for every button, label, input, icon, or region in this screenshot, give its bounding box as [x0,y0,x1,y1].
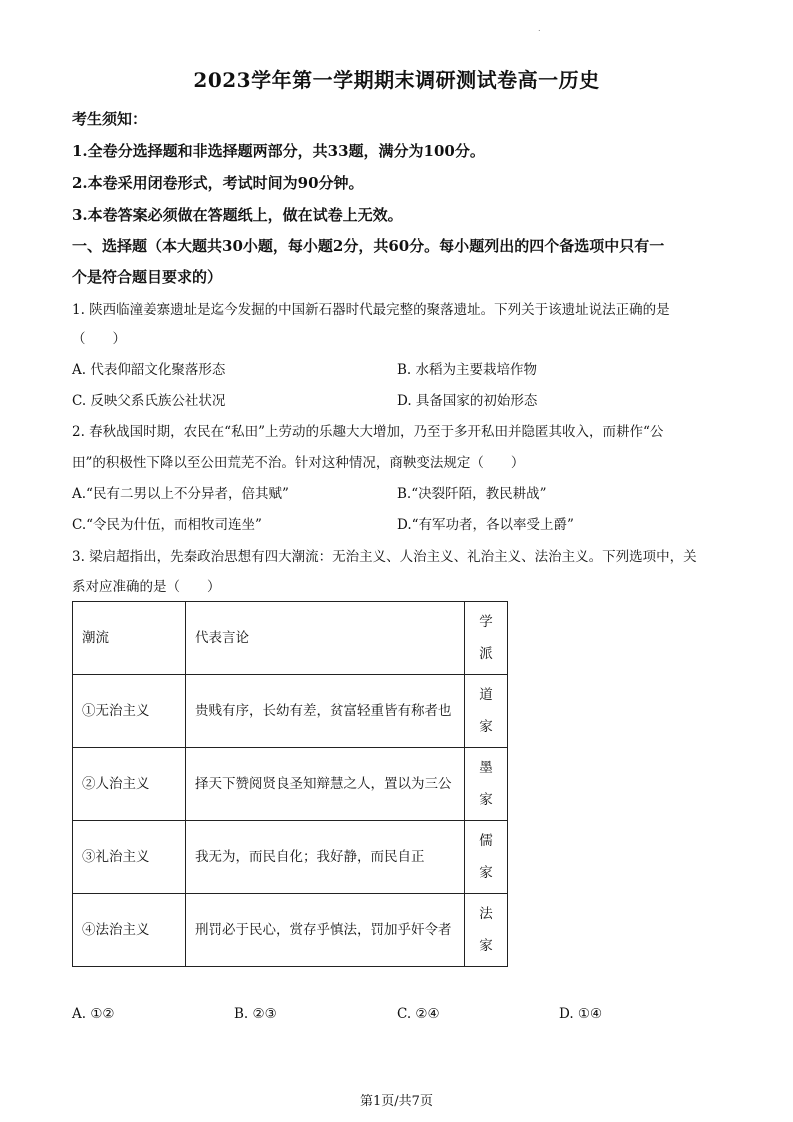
q2-stem-line1: 2. 春秋战国时期，农民在“私田”上劳动的乐趣大大增加，乃至于多开私田并隐匿其收入，而耕作“公 [72,424,664,440]
q3-option-b: B. ②③ [234,1006,277,1022]
school-cell: 法家 [465,894,508,967]
quote-cell: 贵贱有序，长幼有差，贫富轻重皆有称者也 [186,675,465,748]
top-dot-mark: . [538,24,541,33]
trend-cell: ④法治主义 [73,894,186,967]
q3-stem-line2: 系对应准确的是（ ） [72,579,221,595]
quote-cell: 我无为，而民自化；我好静，而民自正 [186,821,465,894]
school-cell: 道家 [465,675,508,748]
q3-table [72,601,508,967]
notice-item: 3.本卷答案必须做在答题纸上，做在试卷上无效。 [72,206,403,224]
q2-option-d: D.“有军功者，各以率受上爵” [397,517,574,533]
q3-option-d: D. ①④ [559,1006,603,1022]
header-cell-trend: 潮流 [73,602,186,675]
q2-option-b: B.“决裂阡陌，教民耕战” [397,486,547,502]
quote-cell: 择天下赞阅贤良圣知辩慧之人，置以为三公 [186,748,465,821]
q2-option-a: A.“民有二男以上不分异者，倍其赋” [72,486,289,502]
q1-option-d: D. 具备国家的初始形态 [397,393,538,409]
q1-stem-line2: （ ） [72,331,126,347]
q1-option-a: A. 代表仰韶文化聚落形态 [72,362,226,378]
school-cell: 儒家 [465,821,508,894]
table-row [73,675,508,748]
page-number: 第1页/共7页 [360,1094,433,1109]
notice-item: 1.全卷分选择题和非选择题两部分，共33题，满分为100分。 [72,142,485,160]
q1-option-c: C. 反映父系氏族公社状况 [72,393,226,409]
q2-option-c: C.“令民为什伍，而相牧司连坐” [72,517,262,533]
q3-option-c: C. ②④ [397,1006,440,1022]
header-cell-school: 学派 [465,602,508,675]
trend-cell: ②人治主义 [73,748,186,821]
q1-option-b: B. 水稻为主要栽培作物 [397,362,538,378]
notice-heading: 考生须知： [72,110,148,128]
section-heading-line1: 一、选择题（本大题共30小题，每小题2分，共60分。每小题列出的四个备选项中只有一 [72,237,665,255]
table-header-row [73,602,508,675]
exam-title: 2023学年第一学期期末调研测试卷高一历史 [193,68,600,92]
trend-cell: ①无治主义 [73,675,186,748]
q2-stem-line2: 田”的积极性下降以至公田荒芜不治。针对这种情况，商鞅变法规定（ ） [72,455,525,471]
quote-cell: 刑罚必于民心，赏存乎慎法，罚加乎奸令者 [186,894,465,967]
table-row [73,748,508,821]
notice-item: 2.本卷采用闭卷形式，考试时间为90分钟。 [72,174,364,192]
section-heading-line2: 个是符合题目要求的） [72,268,223,286]
q3-stem-line1: 3. 梁启超指出，先秦政治思想有四大潮流：无治主义、人治主义、礼治主义、法治主义。下列选项中，关 [72,549,697,565]
q1-stem-line1: 1. 陕西临潼姜寨遗址是迄今发掘的中国新石器时代最完整的聚落遗址。下列关于该遗址说法正确的是 [72,302,670,318]
table-row [73,821,508,894]
trend-cell: ③礼治主义 [73,821,186,894]
header-cell-quote: 代表言论 [186,602,465,675]
q3-option-a: A. ①② [72,1006,115,1022]
school-cell: 墨家 [465,748,508,821]
table-row [73,894,508,967]
